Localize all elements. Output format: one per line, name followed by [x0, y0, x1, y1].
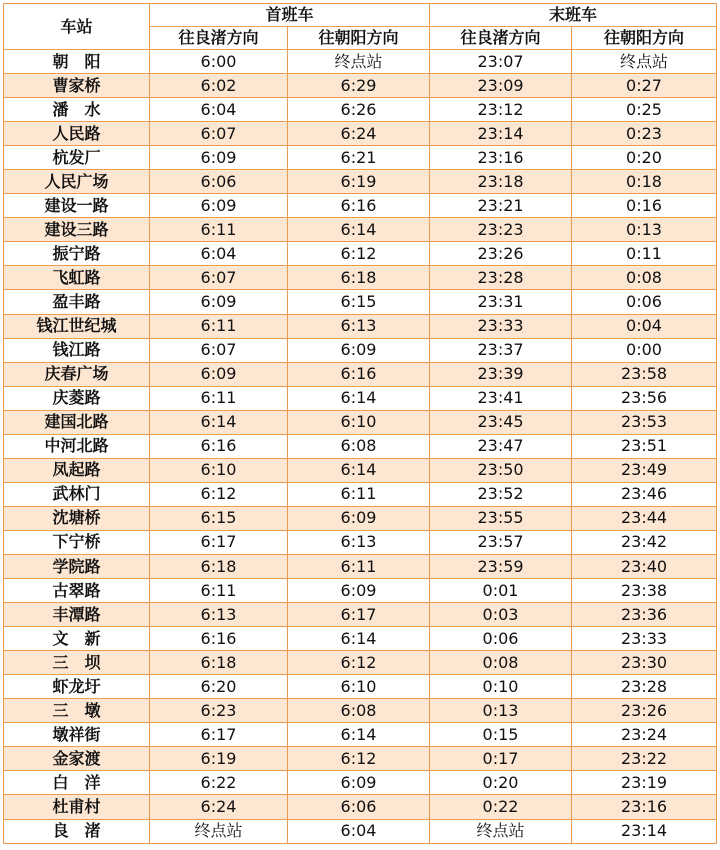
last-to-liangzhu-cell: 0:03	[430, 603, 572, 627]
first-to-liangzhu-cell: 6:02	[150, 74, 288, 98]
table-row	[4, 554, 717, 578]
table-row	[4, 819, 717, 844]
last-to-liangzhu-cell: 23:41	[430, 386, 572, 410]
table-row	[4, 747, 717, 771]
first-to-liangzhu-cell: 6:09	[150, 146, 288, 170]
station-cell: 盈丰路	[4, 290, 150, 314]
first-to-chaoyang-cell: 6:15	[288, 290, 430, 314]
last-to-chaoyang-cell: 0:27	[572, 74, 717, 98]
last-to-chaoyang-cell: 23:58	[572, 362, 717, 386]
last-to-liangzhu-cell: 终点站	[430, 819, 572, 844]
first-to-chaoyang-cell: 6:09	[288, 338, 430, 362]
table-row	[4, 242, 717, 266]
table-row	[4, 338, 717, 362]
station-cell: 丰潭路	[4, 603, 150, 627]
last-to-chaoyang-cell: 0:23	[572, 122, 717, 146]
first-to-chaoyang-cell: 6:21	[288, 146, 430, 170]
first-to-liangzhu-cell: 6:10	[150, 458, 288, 482]
first-to-liangzhu-cell: 6:09	[150, 362, 288, 386]
table-row	[4, 675, 717, 699]
last-to-liangzhu-cell: 23:37	[430, 338, 572, 362]
last-to-chaoyang-cell: 23:46	[572, 482, 717, 506]
first-to-liangzhu-cell: 6:23	[150, 699, 288, 723]
first-to-chaoyang-cell: 6:19	[288, 170, 430, 194]
station-cell: 武林门	[4, 482, 150, 506]
header-first-train: 首班车	[150, 4, 430, 27]
first-to-chaoyang-cell: 6:16	[288, 194, 430, 218]
table-row	[4, 579, 717, 603]
first-to-chaoyang-cell: 6:09	[288, 579, 430, 603]
first-to-chaoyang-cell: 6:06	[288, 795, 430, 819]
station-cell: 白 洋	[4, 771, 150, 795]
train-timetable	[3, 3, 717, 844]
first-to-chaoyang-cell: 6:12	[288, 651, 430, 675]
last-to-liangzhu-cell: 23:26	[430, 242, 572, 266]
first-to-liangzhu-cell: 6:14	[150, 410, 288, 434]
first-to-liangzhu-cell: 6:07	[150, 338, 288, 362]
last-to-liangzhu-cell: 23:57	[430, 530, 572, 554]
last-to-liangzhu-cell: 0:13	[430, 699, 572, 723]
table-row	[4, 386, 717, 410]
first-to-chaoyang-cell: 6:12	[288, 242, 430, 266]
table-row	[4, 314, 717, 338]
table-row	[4, 530, 717, 554]
station-cell: 钱江路	[4, 338, 150, 362]
first-to-chaoyang-cell: 6:08	[288, 434, 430, 458]
first-to-liangzhu-cell: 6:07	[150, 266, 288, 290]
last-to-chaoyang-cell: 23:14	[572, 819, 717, 844]
first-to-chaoyang-cell: 6:26	[288, 98, 430, 122]
first-to-liangzhu-cell: 6:06	[150, 170, 288, 194]
first-to-chaoyang-cell: 6:29	[288, 74, 430, 98]
first-to-liangzhu-cell: 6:04	[150, 242, 288, 266]
last-to-chaoyang-cell: 23:16	[572, 795, 717, 819]
last-to-liangzhu-cell: 23:59	[430, 554, 572, 578]
first-to-chaoyang-cell: 6:04	[288, 819, 430, 844]
last-to-chaoyang-cell: 0:20	[572, 146, 717, 170]
station-cell: 建设一路	[4, 194, 150, 218]
table-row	[4, 603, 717, 627]
station-cell: 中河北路	[4, 434, 150, 458]
station-cell: 三 墩	[4, 699, 150, 723]
station-cell: 墩祥街	[4, 723, 150, 747]
station-cell: 潘 水	[4, 98, 150, 122]
first-to-chaoyang-cell: 6:14	[288, 723, 430, 747]
first-to-liangzhu-cell: 6:11	[150, 386, 288, 410]
last-to-liangzhu-cell: 23:47	[430, 434, 572, 458]
last-to-liangzhu-cell: 23:07	[430, 50, 572, 74]
last-to-liangzhu-cell: 0:10	[430, 675, 572, 699]
last-to-liangzhu-cell: 23:55	[430, 506, 572, 530]
first-to-chaoyang-cell: 6:12	[288, 747, 430, 771]
first-to-liangzhu-cell: 6:04	[150, 98, 288, 122]
first-to-chaoyang-cell: 6:24	[288, 122, 430, 146]
first-to-liangzhu-cell: 6:19	[150, 747, 288, 771]
last-to-liangzhu-cell: 23:31	[430, 290, 572, 314]
last-to-chaoyang-cell: 0:04	[572, 314, 717, 338]
table-row	[4, 651, 717, 675]
first-to-liangzhu-cell: 6:12	[150, 482, 288, 506]
station-cell: 沈塘桥	[4, 506, 150, 530]
first-to-liangzhu-cell: 6:16	[150, 627, 288, 651]
station-cell: 金家渡	[4, 747, 150, 771]
station-cell: 庆菱路	[4, 386, 150, 410]
first-to-chaoyang-cell: 6:09	[288, 771, 430, 795]
first-to-chaoyang-cell: 6:08	[288, 699, 430, 723]
table-row	[4, 122, 717, 146]
last-to-liangzhu-cell: 23:09	[430, 74, 572, 98]
last-to-chaoyang-cell: 0:06	[572, 290, 717, 314]
station-cell: 人民广场	[4, 170, 150, 194]
last-to-chaoyang-cell: 23:19	[572, 771, 717, 795]
first-to-liangzhu-cell: 6:13	[150, 603, 288, 627]
first-to-liangzhu-cell: 6:09	[150, 194, 288, 218]
last-to-liangzhu-cell: 23:23	[430, 218, 572, 242]
last-to-chaoyang-cell: 0:18	[572, 170, 717, 194]
first-to-chaoyang-cell: 6:09	[288, 506, 430, 530]
first-to-liangzhu-cell: 6:15	[150, 506, 288, 530]
first-to-liangzhu-cell: 6:20	[150, 675, 288, 699]
station-cell: 三 坝	[4, 651, 150, 675]
table-row	[4, 74, 717, 98]
last-to-liangzhu-cell: 23:39	[430, 362, 572, 386]
table-row	[4, 482, 717, 506]
first-to-chaoyang-cell: 6:16	[288, 362, 430, 386]
first-to-liangzhu-cell: 6:11	[150, 579, 288, 603]
last-to-chaoyang-cell: 23:51	[572, 434, 717, 458]
last-to-chaoyang-cell: 23:30	[572, 651, 717, 675]
last-to-liangzhu-cell: 0:15	[430, 723, 572, 747]
last-to-liangzhu-cell: 23:28	[430, 266, 572, 290]
header-last-to-chaoyang: 往朝阳方向	[572, 27, 717, 50]
station-cell: 凤起路	[4, 458, 150, 482]
station-cell: 学院路	[4, 554, 150, 578]
last-to-chaoyang-cell: 终点站	[572, 50, 717, 74]
station-cell: 建设三路	[4, 218, 150, 242]
last-to-liangzhu-cell: 23:18	[430, 170, 572, 194]
last-to-liangzhu-cell: 23:45	[430, 410, 572, 434]
last-to-chaoyang-cell: 0:11	[572, 242, 717, 266]
first-to-liangzhu-cell: 6:22	[150, 771, 288, 795]
station-cell: 文 新	[4, 627, 150, 651]
station-cell: 杭发厂	[4, 146, 150, 170]
first-to-liangzhu-cell: 6:11	[150, 314, 288, 338]
first-to-liangzhu-cell: 6:00	[150, 50, 288, 74]
last-to-chaoyang-cell: 0:25	[572, 98, 717, 122]
last-to-liangzhu-cell: 0:17	[430, 747, 572, 771]
table-row	[4, 434, 717, 458]
last-to-chaoyang-cell: 23:26	[572, 699, 717, 723]
first-to-chaoyang-cell: 6:10	[288, 410, 430, 434]
header-station: 车站	[4, 4, 150, 50]
first-to-chaoyang-cell: 终点站	[288, 50, 430, 74]
station-cell: 人民路	[4, 122, 150, 146]
last-to-liangzhu-cell: 23:50	[430, 458, 572, 482]
header-first-to-liangzhu: 往良渚方向	[150, 27, 288, 50]
first-to-liangzhu-cell: 6:24	[150, 795, 288, 819]
last-to-chaoyang-cell: 0:08	[572, 266, 717, 290]
last-to-liangzhu-cell: 23:33	[430, 314, 572, 338]
table-row	[4, 50, 717, 74]
first-to-chaoyang-cell: 6:18	[288, 266, 430, 290]
first-to-liangzhu-cell: 6:17	[150, 723, 288, 747]
timetable-body	[4, 50, 717, 844]
first-to-chaoyang-cell: 6:14	[288, 386, 430, 410]
table-row	[4, 362, 717, 386]
table-row	[4, 458, 717, 482]
last-to-chaoyang-cell: 23:53	[572, 410, 717, 434]
last-to-chaoyang-cell: 23:38	[572, 579, 717, 603]
first-to-liangzhu-cell: 6:18	[150, 651, 288, 675]
header-last-to-liangzhu: 往良渚方向	[430, 27, 572, 50]
first-to-chaoyang-cell: 6:10	[288, 675, 430, 699]
last-to-chaoyang-cell: 23:28	[572, 675, 717, 699]
last-to-chaoyang-cell: 23:56	[572, 386, 717, 410]
table-row	[4, 170, 717, 194]
first-to-chaoyang-cell: 6:14	[288, 218, 430, 242]
last-to-liangzhu-cell: 0:20	[430, 771, 572, 795]
first-to-liangzhu-cell: 6:16	[150, 434, 288, 458]
station-cell: 建国北路	[4, 410, 150, 434]
table-row	[4, 98, 717, 122]
last-to-chaoyang-cell: 0:00	[572, 338, 717, 362]
last-to-liangzhu-cell: 23:52	[430, 482, 572, 506]
table-row	[4, 723, 717, 747]
last-to-chaoyang-cell: 23:42	[572, 530, 717, 554]
first-to-chaoyang-cell: 6:14	[288, 458, 430, 482]
station-cell: 下宁桥	[4, 530, 150, 554]
last-to-liangzhu-cell: 23:16	[430, 146, 572, 170]
first-to-chaoyang-cell: 6:14	[288, 627, 430, 651]
station-cell: 良 渚	[4, 819, 150, 844]
last-to-chaoyang-cell: 23:22	[572, 747, 717, 771]
table-row	[4, 771, 717, 795]
last-to-chaoyang-cell: 23:44	[572, 506, 717, 530]
last-to-liangzhu-cell: 0:06	[430, 627, 572, 651]
last-to-chaoyang-cell: 23:36	[572, 603, 717, 627]
table-row	[4, 218, 717, 242]
station-cell: 古翠路	[4, 579, 150, 603]
last-to-chaoyang-cell: 23:24	[572, 723, 717, 747]
last-to-liangzhu-cell: 23:14	[430, 122, 572, 146]
station-cell: 曹家桥	[4, 74, 150, 98]
first-to-liangzhu-cell: 6:11	[150, 218, 288, 242]
table-row	[4, 699, 717, 723]
table-row	[4, 146, 717, 170]
station-cell: 庆春广场	[4, 362, 150, 386]
table-row	[4, 290, 717, 314]
station-cell: 朝 阳	[4, 50, 150, 74]
first-to-chaoyang-cell: 6:17	[288, 603, 430, 627]
station-cell: 飞虹路	[4, 266, 150, 290]
table-row	[4, 506, 717, 530]
first-to-chaoyang-cell: 6:13	[288, 314, 430, 338]
first-to-chaoyang-cell: 6:13	[288, 530, 430, 554]
first-to-liangzhu-cell: 6:07	[150, 122, 288, 146]
last-to-chaoyang-cell: 0:16	[572, 194, 717, 218]
last-to-liangzhu-cell: 0:08	[430, 651, 572, 675]
last-to-chaoyang-cell: 23:33	[572, 627, 717, 651]
last-to-liangzhu-cell: 23:21	[430, 194, 572, 218]
last-to-chaoyang-cell: 23:40	[572, 554, 717, 578]
first-to-chaoyang-cell: 6:11	[288, 482, 430, 506]
header-first-to-chaoyang: 往朝阳方向	[288, 27, 430, 50]
last-to-liangzhu-cell: 23:12	[430, 98, 572, 122]
last-to-liangzhu-cell: 0:22	[430, 795, 572, 819]
station-cell: 杜甫村	[4, 795, 150, 819]
last-to-chaoyang-cell: 23:49	[572, 458, 717, 482]
station-cell: 虾龙圩	[4, 675, 150, 699]
last-to-chaoyang-cell: 0:13	[572, 218, 717, 242]
table-row	[4, 795, 717, 819]
first-to-liangzhu-cell: 终点站	[150, 819, 288, 844]
first-to-liangzhu-cell: 6:17	[150, 530, 288, 554]
first-to-liangzhu-cell: 6:18	[150, 554, 288, 578]
header-last-train: 末班车	[430, 4, 717, 27]
last-to-liangzhu-cell: 0:01	[430, 579, 572, 603]
table-row	[4, 627, 717, 651]
table-row	[4, 266, 717, 290]
table-row	[4, 410, 717, 434]
first-to-liangzhu-cell: 6:09	[150, 290, 288, 314]
first-to-chaoyang-cell: 6:11	[288, 554, 430, 578]
station-cell: 振宁路	[4, 242, 150, 266]
table-row	[4, 194, 717, 218]
station-cell: 钱江世纪城	[4, 314, 150, 338]
